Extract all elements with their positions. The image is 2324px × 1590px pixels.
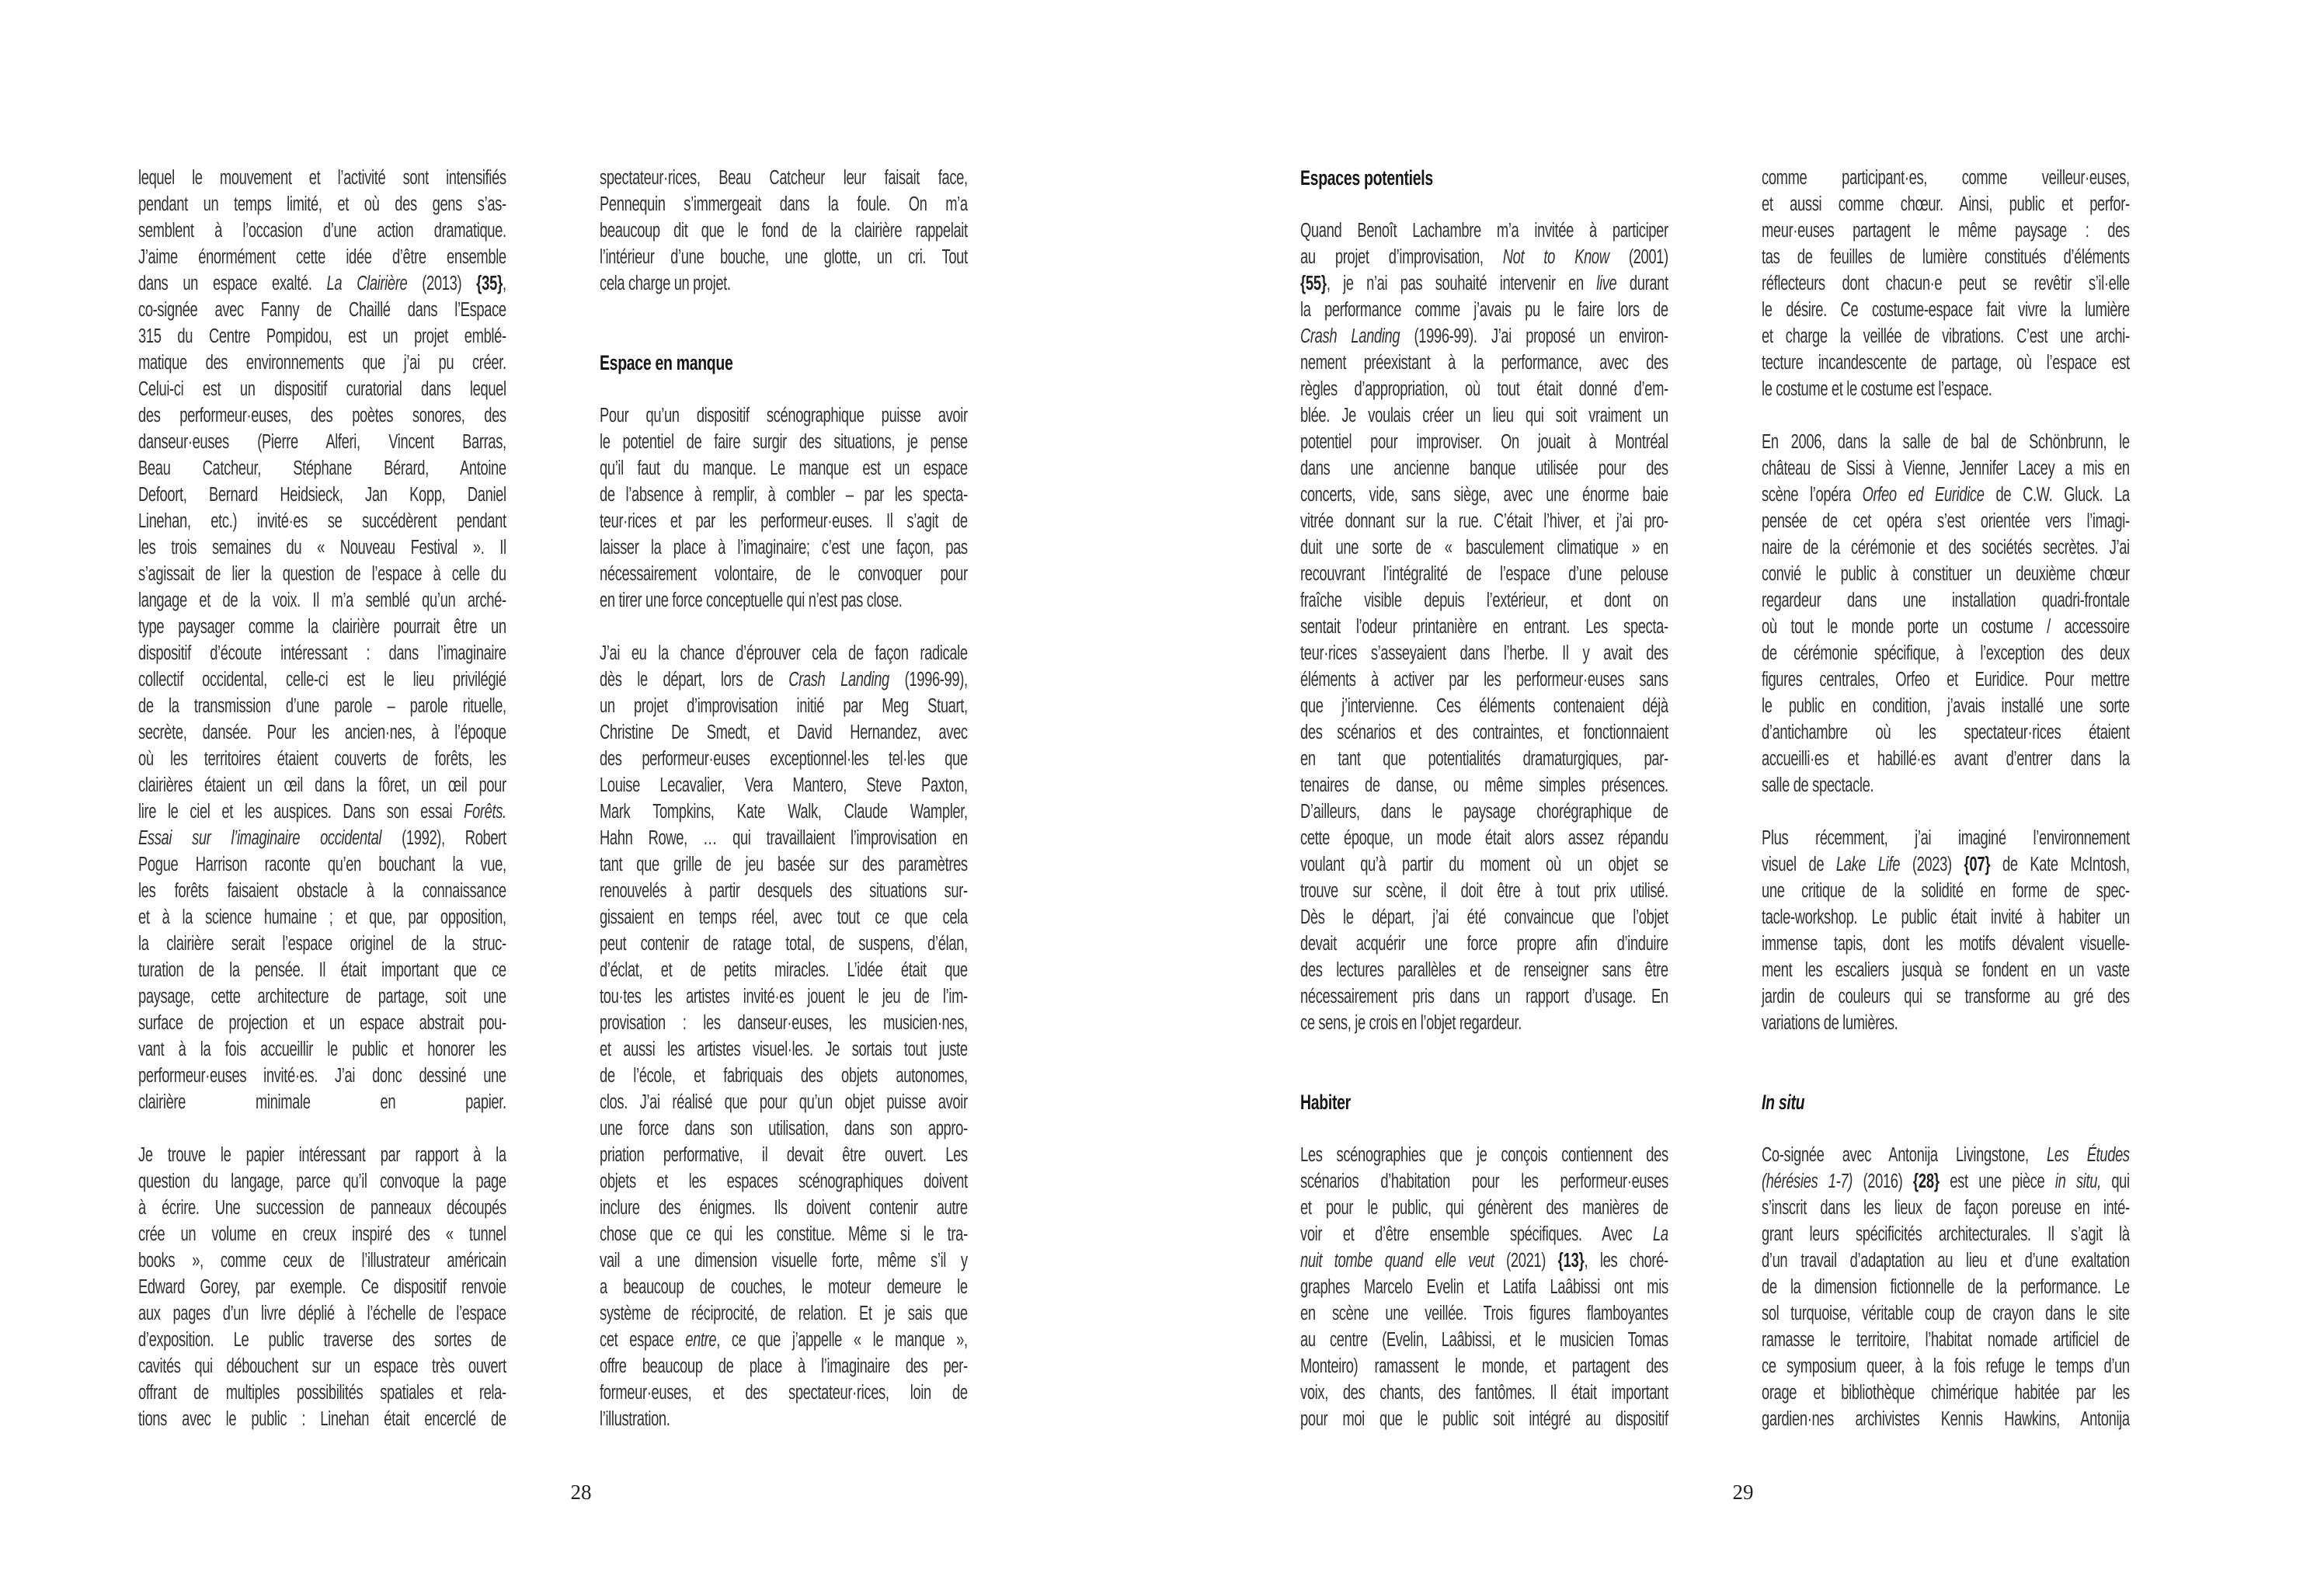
text-line: duit une sorte de « basculement climatique » en — [1300, 537, 1668, 558]
text-line: matique des environnements que j’ai pu créer. — [138, 352, 506, 374]
text-line: cette époque, un mode était alors assez répandu — [1300, 827, 1668, 849]
text-line: lequel le mouvement et l’activité sont intensifiés — [138, 167, 506, 189]
text-line: Quand Benoît Lachambre m’a invitée à participer — [1300, 220, 1668, 242]
text-line: éléments à activer par les performeur·euses sans — [1300, 669, 1668, 691]
text-line: aux pages d’un livre déplié à l’échelle de l’espace — [138, 1303, 506, 1324]
text-line: des scénarios et des contraintes, et fonctionnaient — [1300, 722, 1668, 743]
text-line: danseur·euses (Pierre Alferi, Vincent Barras, — [138, 431, 506, 453]
text-line: spectateur·rices, Beau Catcheur leur faisait face, — [600, 167, 968, 189]
text-line: Linehan, etc.) invité·es se succédèrent pendant — [138, 510, 506, 532]
text-line: Mark Tompkins, Kate Walk, Claude Wampler, — [600, 801, 968, 823]
text-line: Dès le départ, j’ai été convaincue que l’objet — [1300, 906, 1668, 928]
text-line: naire de la cérémonie et des sociétés secrètes. J’ai — [1762, 537, 2130, 558]
paragraph — [138, 1142, 506, 1432]
text-line: tions avec le public : Linehan était encerclé de — [138, 1408, 506, 1430]
text-line: figures centrales, Orfeo et Euridice. Pour mettre — [1762, 669, 2130, 691]
text-line: tenaires de danse, ou même simples présences. — [1300, 774, 1668, 796]
text-line: meur·euses partagent le même paysage : des — [1762, 220, 2130, 242]
text-line: une force dans son utilisation, dans son appro- — [600, 1118, 968, 1139]
text-line: visuel de Lake Life (2023) {07} de Kate McIntosh, — [1762, 854, 2130, 875]
paragraph — [600, 165, 968, 297]
text-line: paysage, cette architecture de partage, soit une — [138, 986, 506, 1007]
text-line: grant leurs spécificités architecturales. Il s’agit là — [1762, 1223, 2130, 1245]
text-line: a beaucoup de couches, le moteur demeure le — [600, 1276, 968, 1298]
text-line: de la transmission d’une parole – parole rituelle, — [138, 695, 506, 717]
text-line: sol turquoise, véritable coup de crayon dans le site — [1762, 1303, 2130, 1324]
text-line: tou·tes les artistes invité·es jouent le jeu de l’im- — [600, 986, 968, 1007]
text-line: vant à la fois accueillir le public et honorer les — [138, 1039, 506, 1060]
text-line: dans une ancienne banque utilisée pour des — [1300, 458, 1668, 479]
page28-column-left — [138, 165, 506, 1432]
text-line: langage et de la voix. Il m’a semblé qu’un arché- — [138, 590, 506, 611]
page28-column-right — [600, 165, 968, 1432]
spacer — [1300, 191, 1668, 217]
text-line: Louise Lecavalier, Vera Mantero, Steve Paxton, — [600, 774, 968, 796]
text-line: immense tapis, dont les motifs dévalent visuelle- — [1762, 933, 2130, 955]
text-line: provisation : les danseur·euses, les musicien·nes, — [600, 1012, 968, 1034]
page-number-left: 28 — [570, 1480, 592, 1504]
text-line: des lectures parallèles et de renseigner sans être — [1300, 959, 1668, 981]
text-line: Beau Catcheur, Stéphane Bérard, Antoine — [138, 458, 506, 479]
text-line: pensée de cet opéra s’est orientée vers l’imagi- — [1762, 510, 2130, 532]
text-line: type paysager comme la clairière pourrait être un — [138, 616, 506, 638]
text-line: priation performative, il devait être ouvert. Les — [600, 1144, 968, 1166]
text-line: gissaient en temps réel, avec tout ce que cela — [600, 906, 968, 928]
text-line: des performeur·euses, des poètes sonores, des — [138, 405, 506, 426]
text-line: nement préexistant à la performance, avec des — [1300, 352, 1668, 374]
text-line: formeur·euses, et des spectateur·rices, loin de — [600, 1382, 968, 1404]
text-line: clairières étaient un œil dans la fôret, un œil pour — [138, 774, 506, 796]
text-line: au projet d’improvisation, Not to Know (2001) — [1300, 246, 1668, 268]
text-line: graphes Marcelo Evelin et Latifa Laâbissi ont mis — [1300, 1276, 1668, 1298]
text-line: dès le départ, lors de Crash Landing (1996-99), — [600, 669, 968, 691]
text-line: devait acquérir une force propre afin d’induire — [1300, 933, 1668, 955]
text-line: concerts, vide, sans siège, avec une énorme baie — [1300, 484, 1668, 506]
text-line: Edward Gorey, par exemple. Ce dispositif renvoie — [138, 1276, 506, 1298]
text-line: et charge la veillée de vibrations. C’est une archi- — [1762, 325, 2130, 347]
text-line: système de réciprocité, de relation. Et je sais que — [600, 1303, 968, 1324]
text-line: château de Sissi à Vienne, Jennifer Lacey a mis en — [1762, 458, 2130, 479]
text-line: gardien·nes archivistes Kennis Hawkins, Antonija — [1762, 1408, 2130, 1430]
text-line: offre beaucoup de place à l’imaginaire des per- — [600, 1355, 968, 1377]
paragraph — [1762, 165, 2130, 402]
text-line: fraîche visible depuis l’extérieur, et dont on — [1300, 590, 1668, 611]
text-line: de l’école, et fabriquais des objets autonomes, — [600, 1065, 968, 1087]
spacer — [1762, 402, 2130, 429]
text-line: performeur·euses invité·es. J’ai donc dessiné une — [138, 1065, 506, 1087]
text-line: Pogue Harrison raconte qu’en bouchant la vue, — [138, 854, 506, 875]
text-line: Christine De Smedt, et David Hernandez, avec — [600, 722, 968, 743]
text-line: de l’absence à remplir, à combler – par les specta- — [600, 484, 968, 506]
text-line: la clairière serait l’espace originel de la struc- — [138, 933, 506, 955]
section-heading: Espace en manque — [600, 351, 733, 374]
spacer — [600, 614, 968, 640]
text-line: dans un espace exalté. La Clairière (2013) {35}, — [138, 273, 506, 294]
text-line: salle de spectacle. — [1762, 774, 1874, 796]
text-line: blée. Je voulais créer un lieu qui soit vraiment un — [1300, 405, 1668, 426]
text-line: les forêts faisaient obstacle à la connaissance — [138, 880, 506, 902]
text-line: tecture incandescente de partage, où l’espace est — [1762, 352, 2130, 374]
text-line: d’éclat, et de petits miracles. L’idée était que — [600, 959, 968, 981]
text-line: scène l’opéra Orfeo ed Euridice de C.W. Gluck. La — [1762, 484, 2130, 506]
section-heading: Habiter — [1300, 1091, 1351, 1114]
text-line: question du langage, parce qu’il convoque la page — [138, 1171, 506, 1192]
text-line: ce symposium queer, à la fois refuge le temps d’un — [1762, 1355, 2130, 1377]
paragraph — [1762, 1142, 2130, 1432]
text-line: cet espace entre, ce que j’appelle « le manque », — [600, 1329, 968, 1351]
text-line: d’un travail d’adaptation au lieu et d’une exaltation — [1762, 1250, 2130, 1272]
text-line: tacle-workshop. Le public était invité à habiter un — [1762, 906, 2130, 928]
page29-column-left — [1300, 165, 1668, 1432]
text-line: semblent à l’occasion d’une action dramatique. — [138, 220, 506, 242]
text-line: dispositif d’écoute intéressant : dans l’imaginaire — [138, 642, 506, 664]
paragraph — [1300, 1142, 1668, 1432]
paragraph — [1762, 429, 2130, 798]
text-line: teur·rices s’asseyaient dans l’herbe. Il y avait des — [1300, 642, 1668, 664]
text-line: regardeur dans une installation quadri-frontale — [1762, 590, 2130, 611]
spacer — [1300, 1115, 1668, 1142]
text-line: {55}, je n’ai pas souhaité intervenir en live durant — [1300, 273, 1668, 294]
text-line: inclure des énigmes. Ils doivent contenir autre — [600, 1197, 968, 1219]
text-line: comme participant·es, comme veilleur·euses, — [1762, 167, 2130, 189]
text-line: un projet d’improvisation initié par Meg Stuart, — [600, 695, 968, 717]
text-line: Je trouve le papier intéressant par rapport à la — [138, 1144, 506, 1166]
text-line: et pour le public, qui génèrent des manières de — [1300, 1197, 1668, 1219]
text-line: règles d’appropriation, où tout était donné d’em- — [1300, 378, 1668, 400]
text-line: où tout le monde porte un costume / accessoire — [1762, 616, 2130, 638]
text-line: variations de lumières. — [1762, 1012, 1898, 1034]
text-line: le public en condition, j’avais installé une sorte — [1762, 695, 2130, 717]
text-line: en scène une veillée. Trois figures flamboyantes — [1300, 1303, 1668, 1324]
text-line: ce sens, je crois en l’objet regardeur. — [1300, 1012, 1522, 1034]
paragraph — [600, 640, 968, 1432]
text-line: et aussi comme chœur. Ainsi, public et perfor- — [1762, 193, 2130, 215]
text-line: J’aime énormément cette idée d’être ensemble — [138, 246, 506, 268]
text-line: Les scénographies que je conçois contiennent des — [1300, 1144, 1668, 1166]
text-line: cela charge un projet. — [600, 273, 731, 294]
text-line: objets et les espaces scénographiques doivent — [600, 1171, 968, 1192]
text-line: nuit tombe quand elle veut (2021) {13}, les choré- — [1300, 1250, 1668, 1272]
text-line: le costume et le costume est l’espace. — [1762, 378, 1992, 400]
text-line: ramasse le territoire, l’habitat nomade artificiel de — [1762, 1329, 2130, 1351]
text-line: potentiel pour improviser. On jouait à Montréal — [1300, 431, 1668, 453]
spacer — [1762, 1036, 2130, 1089]
text-line: Crash Landing (1996-99). J’ai proposé un environ- — [1300, 325, 1668, 347]
text-line: (hérésies 1-7) (2016) {28} est une pièce in situ, qui — [1762, 1171, 2130, 1192]
text-line: vitrée donnant sur la rue. C’était l’hiver, et j’ai pro- — [1300, 510, 1668, 532]
text-line: crée un volume en creux inspiré des « tunnel — [138, 1223, 506, 1245]
text-line: clairière minimale en papier. — [138, 1091, 506, 1113]
text-line: Monteiro) ramassent le monde, et partagent des — [1300, 1355, 1668, 1377]
text-line: clos. J’ai réalisé que pour qu’un objet puisse avoir — [600, 1091, 968, 1113]
text-line: que j’intervienne. Ces éléments contenaient déjà — [1300, 695, 1668, 717]
text-line: et aussi les artistes visuel·les. Je sortais tout juste — [600, 1039, 968, 1060]
text-line: des performeur·euses exceptionnel·les tel·les que — [600, 748, 968, 770]
text-line: en tirer une force conceptuelle qui n’est pas close. — [600, 590, 903, 611]
paragraph — [1762, 825, 2130, 1036]
text-line: pendant un temps limité, et où des gens s’as- — [138, 193, 506, 215]
text-line: s’agissait de lier la question de l’espace à celle du — [138, 563, 506, 585]
text-line: scénarios d’habitation pour les performeur·euses — [1300, 1171, 1668, 1192]
text-line: recouvrant l’intégralité de l’espace d’une pelouse — [1300, 563, 1668, 585]
text-line: secrète, dansée. Pour les ancien·nes, à l’époque — [138, 722, 506, 743]
text-line: à écrire. Une succession de panneaux découpés — [138, 1197, 506, 1219]
text-line: co-signée avec Fanny de Chaillé dans l’Espace — [138, 299, 506, 321]
text-line: l’illustration. — [600, 1408, 670, 1430]
text-line: de la dimension fictionnelle de la performance. Le — [1762, 1276, 2130, 1298]
text-line: réflecteurs dont chacun·e peut se revêtir s’il·elle — [1762, 273, 2130, 294]
text-line: lire le ciel et les auspices. Dans son essai Forêts. — [138, 801, 506, 823]
text-line: d’antichambre où les spectateur·rices étaient — [1762, 722, 2130, 743]
text-line: beaucoup dit que le fond de la clairière rappelait — [600, 220, 968, 242]
text-line: trouve sur scène, il doit être à tout prix utilisé. — [1300, 880, 1668, 902]
text-line: Pennequin s’immergeait dans la foule. On m’a — [600, 193, 968, 215]
text-line: books », comme ceux de l’illustrateur américain — [138, 1250, 506, 1272]
text-line: voir et d’être ensemble spécifiques. Avec La — [1300, 1223, 1668, 1245]
paragraph — [600, 402, 968, 614]
text-line: convié le public à constituer un deuxième chœur — [1762, 563, 2130, 585]
text-line: J’ai eu la chance d’éprouver cela de façon radicale — [600, 642, 968, 664]
text-line: pour moi que le public soit intégré au dispositif — [1300, 1408, 1668, 1430]
text-line: 315 du Centre Pompidou, est un projet emblé- — [138, 325, 506, 347]
text-line: surface de projection et un espace abstrait pou- — [138, 1012, 506, 1034]
text-line: peut contenir de ratage total, de suspens, d’élan, — [600, 933, 968, 955]
text-line: la performance comme j’avais pu le faire lors de — [1300, 299, 1668, 321]
spacer — [600, 297, 968, 350]
text-line: laisser la place à l’imaginaire; c’est une façon, pas — [600, 537, 968, 558]
paragraph — [1300, 217, 1668, 1036]
text-line: nécessairement pris dans un rapport d’usage. En — [1300, 986, 1668, 1007]
text-line: au centre (Evelin, Laâbissi, et le musicien Tomas — [1300, 1329, 1668, 1351]
text-line: où les territoires étaient couverts de forêts, les — [138, 748, 506, 770]
text-line: jardin de couleurs qui se transforme au gré des — [1762, 986, 2130, 1007]
spacer — [1762, 1115, 2130, 1142]
text-line: orage et bibliothèque chimérique habitée par les — [1762, 1382, 2130, 1404]
text-line: teur·rices et par les performeur·euses. Il s’agit de — [600, 510, 968, 532]
text-line: cavités qui débouchent sur un espace très ouvert — [138, 1355, 506, 1377]
text-line: de cérémonie spécifique, à l’exception des deux — [1762, 642, 2130, 664]
text-line: turation de la pensée. Il était important que ce — [138, 959, 506, 981]
text-line: D’ailleurs, dans le paysage chorégraphique de — [1300, 801, 1668, 823]
text-line: En 2006, dans la salle de bal de Schönbrunn, le — [1762, 431, 2130, 453]
text-line: renouvelés à partir desquels des situations sur- — [600, 880, 968, 902]
text-line: nécessairement volontaire, de le convoquer pour — [600, 563, 968, 585]
section-heading: Espaces potentiels — [1300, 166, 1433, 190]
spacer — [1300, 1036, 1668, 1089]
text-line: Celui-ci est un dispositif curatorial dans lequel — [138, 378, 506, 400]
text-line: sentait l’odeur printanière en entrant. Les specta- — [1300, 616, 1668, 638]
text-line: s’inscrit dans les lieux de façon poreuse en inté- — [1762, 1197, 2130, 1219]
text-line: voix, des chants, des fantômes. Il était important — [1300, 1382, 1668, 1404]
spacer — [600, 376, 968, 402]
text-line: Hahn Rowe, … qui travaillaient l’improvisation en — [600, 827, 968, 849]
text-line: Plus récemment, j’ai imaginé l’environnement — [1762, 827, 2130, 849]
text-line: les trois semaines du « Nouveau Festival ». Il — [138, 537, 506, 558]
text-line: vail a une dimension visuelle forte, même s’il y — [600, 1250, 968, 1272]
spacer — [1762, 798, 2130, 825]
text-line: une critique de la solidité en forme de spec- — [1762, 880, 2130, 902]
text-line: chose que ce qui les constitue. Même si le tra- — [600, 1223, 968, 1245]
section-heading: In situ — [1762, 1091, 1805, 1114]
text-line: l’intérieur d’une bouche, une glotte, un cri. Tout — [600, 246, 968, 268]
text-line: qu’il faut du manque. Le manque est un espace — [600, 458, 968, 479]
page-number-right: 29 — [1732, 1480, 1754, 1504]
text-line: le potentiel de faire surgir des situations, je pense — [600, 431, 968, 453]
text-line: voulant qu’à partir du moment où un objet se — [1300, 854, 1668, 875]
text-line: Pour qu’un dispositif scénographique puisse avoir — [600, 405, 968, 426]
text-line: en tant que potentialités dramaturgiques, par- — [1300, 748, 1668, 770]
text-line: tant que grille de jeu basée sur des paramètres — [600, 854, 968, 875]
text-line: le désire. Ce costume-espace fait vivre la lumière — [1762, 299, 2130, 321]
text-line: accueilli·es et habillé·es avant d’entrer dans la — [1762, 748, 2130, 770]
text-line: offrant de multiples possibilités spatiales et rela- — [138, 1382, 506, 1404]
text-line: et à la science humaine ; et que, par opposition, — [138, 906, 506, 928]
text-line: Defoort, Bernard Heidsieck, Jan Kopp, Daniel — [138, 484, 506, 506]
text-line: tas de feuilles de lumière constitués d’éléments — [1762, 246, 2130, 268]
text-line: Essai sur l’imaginaire occidental (1992), Robert — [138, 827, 506, 849]
spacer — [138, 1115, 506, 1142]
page29-column-right — [1762, 165, 2130, 1432]
text-line: ment les escaliers jusquà se fondent en un vaste — [1762, 959, 2130, 981]
text-line: d’exposition. Le public traverse des sortes de — [138, 1329, 506, 1351]
text-line: collectif occidental, celle-ci est le lieu privilégié — [138, 669, 506, 691]
paragraph — [138, 165, 506, 1115]
text-line: Co-signée avec Antonija Livingstone, Les Études — [1762, 1144, 2130, 1166]
